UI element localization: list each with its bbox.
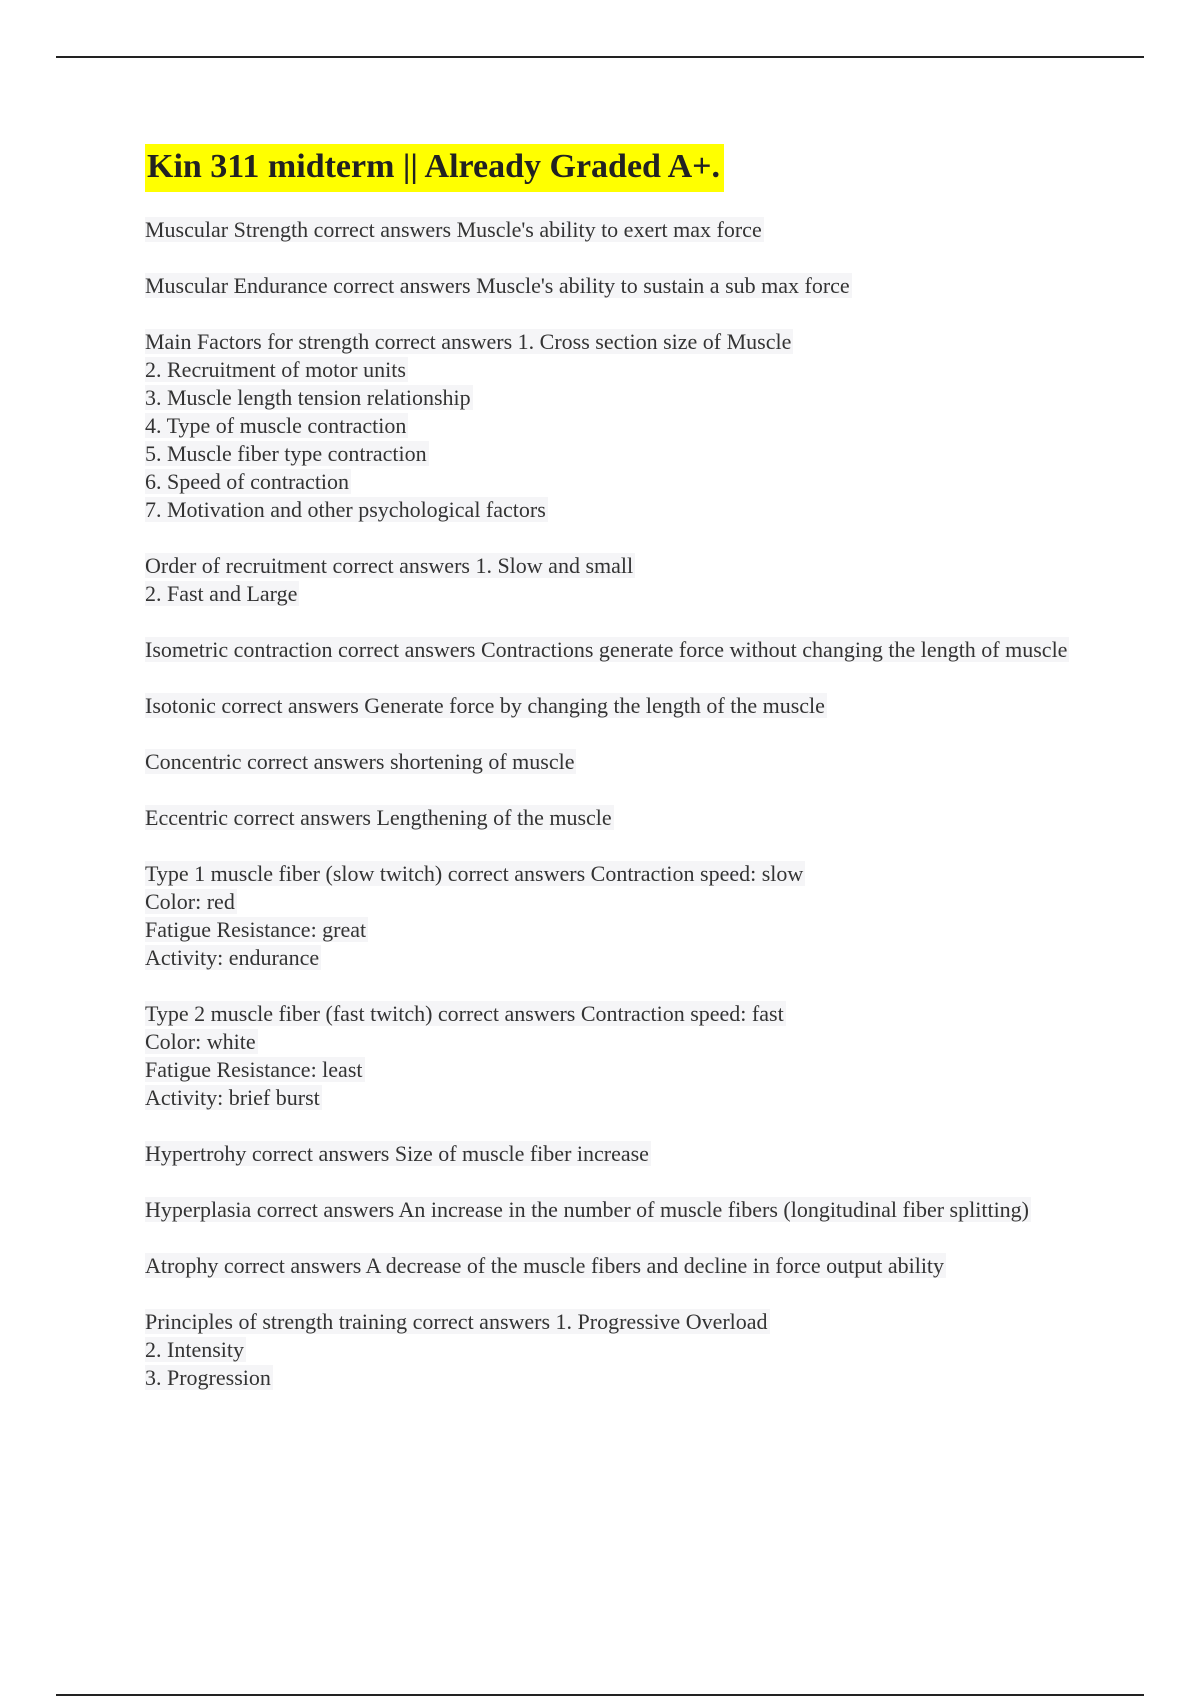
qa-answer-line — [145, 440, 1090, 468]
qa-answer-line — [145, 1084, 1090, 1112]
top-rule — [56, 56, 1144, 58]
qa-answer-line — [145, 580, 1090, 608]
qa-entry — [145, 1308, 1090, 1392]
qa-text: Color: white — [145, 1029, 256, 1054]
qa-question-line — [145, 272, 1090, 300]
qa-question-line — [145, 552, 1090, 580]
qa-answer-line — [145, 412, 1090, 440]
qa-question-line — [145, 1252, 1090, 1280]
qa-answer-line — [145, 888, 1090, 916]
qa-text: Fatigue Resistance: great — [145, 917, 367, 942]
qa-answer-line — [145, 1028, 1090, 1056]
qa-text: Concentric correct answers shortening of muscle — [145, 749, 575, 774]
qa-entry — [145, 1252, 1090, 1280]
bottom-rule — [56, 1694, 1144, 1696]
qa-text: 2. Fast and Large — [145, 581, 298, 606]
qa-text: Type 2 muscle fiber (fast twitch) correct answers Contraction speed: fast — [145, 1001, 784, 1026]
qa-entry — [145, 1140, 1090, 1168]
qa-entry — [145, 328, 1090, 524]
qa-answer-line — [145, 1336, 1090, 1364]
qa-question-line — [145, 1196, 1090, 1224]
qa-answer-line — [145, 944, 1090, 972]
qa-answer-line — [145, 916, 1090, 944]
qa-text: Activity: brief burst — [145, 1085, 320, 1110]
document-body — [145, 144, 1090, 1420]
qa-answer-line — [145, 468, 1090, 496]
qa-entry — [145, 1196, 1090, 1224]
qa-text: Hypertrohy correct answers Size of muscle fiber increase — [145, 1141, 649, 1166]
qa-entry — [145, 804, 1090, 832]
qa-text: Muscular Strength correct answers Muscle's ability to exert max force — [145, 217, 762, 242]
qa-text: Activity: endurance — [145, 945, 320, 970]
qa-text: Order of recruitment correct answers 1. Slow and small — [145, 553, 634, 578]
qa-entry — [145, 748, 1090, 776]
qa-answer-line — [145, 356, 1090, 384]
qa-text: Muscular Endurance correct answers Muscle's ability to sustain a sub max force — [145, 273, 850, 298]
qa-list — [145, 216, 1090, 1392]
qa-text: Type 1 muscle fiber (slow twitch) correct answers Contraction speed: slow — [145, 861, 804, 886]
qa-question-line — [145, 328, 1090, 356]
qa-question-line — [145, 804, 1090, 832]
qa-text: 7. Motivation and other psychological factors — [145, 497, 546, 522]
qa-entry — [145, 860, 1090, 972]
qa-answer-line — [145, 496, 1090, 524]
qa-question-line — [145, 1308, 1090, 1336]
qa-answer-line — [145, 1056, 1090, 1084]
qa-text: Isometric contraction correct answers Contractions generate force without changing the length of muscle — [145, 637, 1068, 662]
qa-text: Fatigue Resistance: least — [145, 1057, 363, 1082]
document-title: Kin 311 midterm || Already Graded A+. — [145, 144, 724, 192]
qa-entry — [145, 1000, 1090, 1112]
qa-question-line — [145, 1140, 1090, 1168]
qa-text: 4. Type of muscle contraction — [145, 413, 407, 438]
qa-entry — [145, 692, 1090, 720]
qa-question-line — [145, 636, 1090, 664]
qa-entry — [145, 272, 1090, 300]
qa-entry — [145, 216, 1090, 244]
qa-text: Isotonic correct answers Generate force by changing the length of the muscle — [145, 693, 825, 718]
qa-text: Atrophy correct answers A decrease of the muscle fibers and decline in force output ability — [145, 1253, 945, 1278]
qa-text: Eccentric correct answers Lengthening of the muscle — [145, 805, 612, 830]
qa-text: Hyperplasia correct answers An increase in the number of muscle fibers (longitudinal fiber splitting) — [145, 1197, 1030, 1222]
qa-question-line — [145, 1000, 1090, 1028]
qa-text: Principles of strength training correct answers 1. Progressive Overload — [145, 1309, 768, 1334]
qa-question-line — [145, 216, 1090, 244]
qa-text: 3. Muscle length tension relationship — [145, 385, 471, 410]
qa-answer-line — [145, 1364, 1090, 1392]
qa-text: Main Factors for strength correct answers 1. Cross section size of Muscle — [145, 329, 792, 354]
qa-question-line — [145, 748, 1090, 776]
qa-entry — [145, 636, 1090, 664]
qa-text: 2. Intensity — [145, 1337, 244, 1362]
qa-question-line — [145, 692, 1090, 720]
qa-text: 5. Muscle fiber type contraction — [145, 441, 427, 466]
qa-text: 3. Progression — [145, 1365, 271, 1390]
qa-text: 2. Recruitment of motor units — [145, 357, 406, 382]
qa-entry — [145, 552, 1090, 608]
qa-text: Color: red — [145, 889, 235, 914]
qa-answer-line — [145, 384, 1090, 412]
qa-text: 6. Speed of contraction — [145, 469, 350, 494]
qa-question-line — [145, 860, 1090, 888]
